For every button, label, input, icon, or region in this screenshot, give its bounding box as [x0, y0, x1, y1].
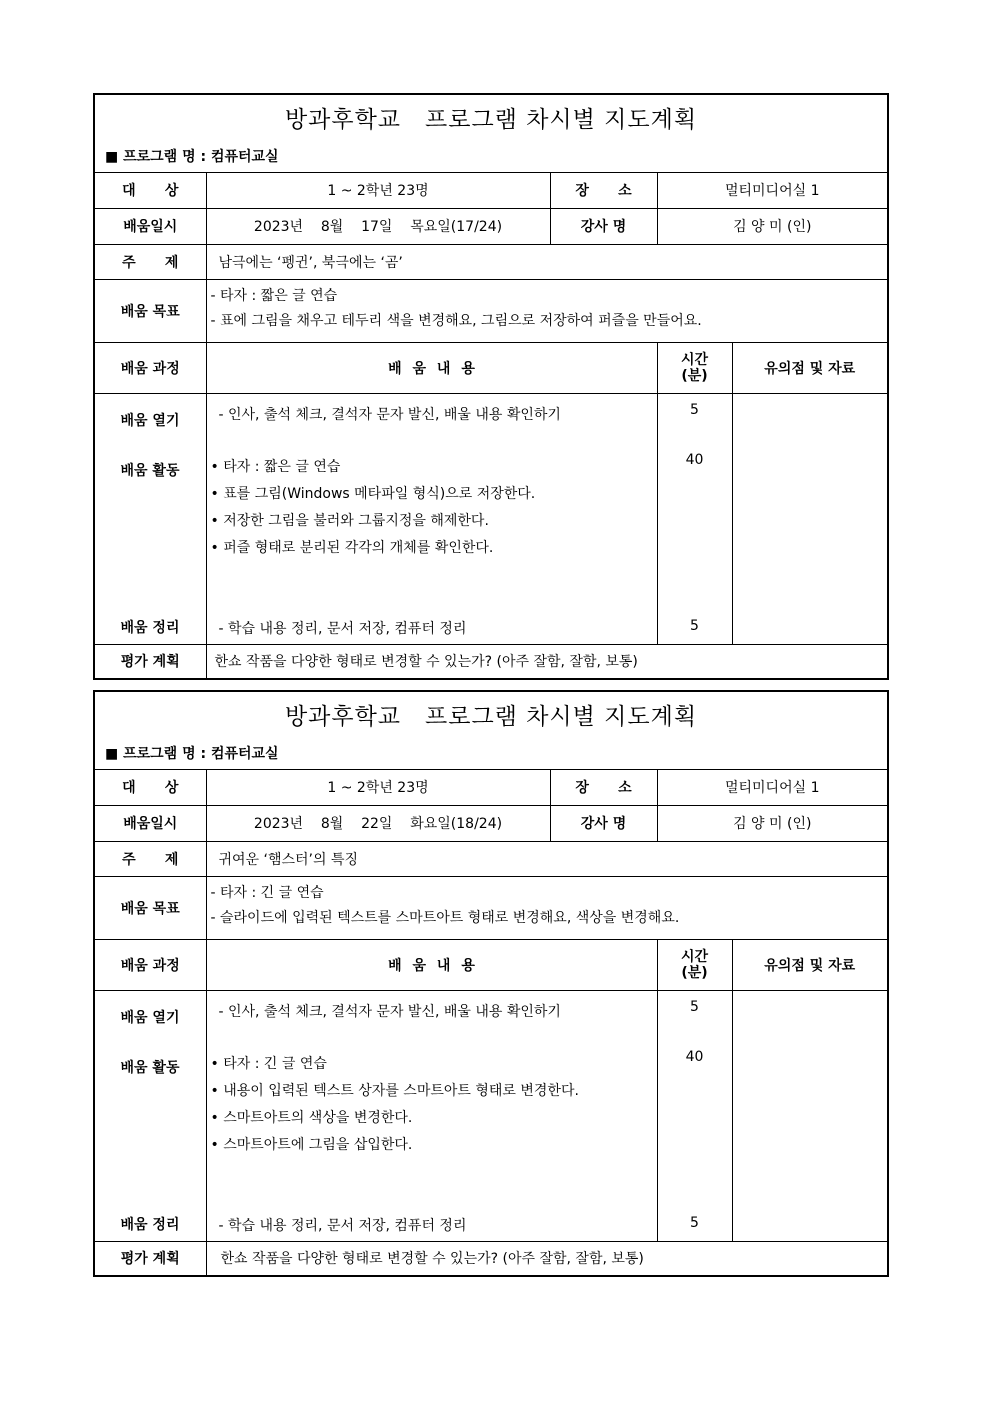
activity-item: • 타자 : 긴 글 연습: [210, 1055, 327, 1072]
goal-line-1: - 타자 : 짧은 글 연습: [210, 287, 338, 304]
stage-close: 배움 정리: [120, 619, 180, 636]
stage-activity: 배움 활동: [120, 462, 180, 479]
time-close: 5: [690, 1214, 699, 1231]
place-label: 장 소: [550, 770, 657, 805]
goal-value: [206, 279, 887, 342]
plan-table: [95, 770, 887, 1275]
target-label: 대 상: [95, 770, 206, 805]
date-label: 배움일시: [95, 208, 206, 244]
activity-item: • 타자 : 짧은 글 연습: [210, 458, 341, 475]
time-open: 5: [690, 998, 699, 1015]
place-label: 장 소: [550, 173, 657, 208]
plan-title: [95, 692, 887, 737]
goal-line-2: - 슬라이드에 입력된 텍스트를 스마트아트 형태로 변경해요, 색상을 변경해요.: [210, 909, 680, 926]
lesson-plan-1: [93, 93, 889, 680]
program-name: ■ 프로그램 명 : 컴퓨터교실: [95, 737, 887, 770]
place-value: 멀티미디어실 1: [657, 770, 887, 805]
content-header: 배 움 내 용: [206, 939, 657, 990]
time-close: 5: [690, 617, 699, 634]
goal-label: 배움 목표: [95, 279, 206, 342]
activity-list: [211, 1051, 579, 1159]
stage-activity: 배움 활동: [120, 1059, 180, 1076]
stage-column: [95, 393, 206, 644]
date-value: 2023년 8월 22일 화요일(18/24): [206, 805, 550, 841]
stage-open: 배움 열기: [120, 1009, 180, 1026]
eval-value: 한쇼 작품을 다양한 형태로 변경할 수 있는가? (아주 잘함, 잘함, 보통): [206, 1241, 887, 1275]
eval-label: 평가 계획: [95, 1241, 206, 1275]
goal-label: 배움 목표: [95, 876, 206, 939]
activity-item: • 스마트아트에 그림을 삽입한다.: [210, 1136, 413, 1153]
time-activity: 40: [685, 451, 704, 468]
time-open: 5: [690, 401, 699, 418]
activity-item: • 스마트아트의 색상을 변경한다.: [210, 1109, 413, 1126]
close-text: - 학습 내용 정리, 문서 저장, 컴퓨터 정리: [218, 1217, 467, 1234]
title-left: 방과후학교: [284, 107, 402, 133]
process-header: 배움 과정: [95, 939, 206, 990]
target-value: 1 ~ 2학년 23명: [206, 173, 550, 208]
notes-header: 유의점 및 자료: [732, 939, 887, 990]
eval-value: 한쇼 작품을 다양한 형태로 변경할 수 있는가? (아주 잘함, 잘함, 보통): [206, 644, 887, 678]
teacher-label: 강사 명: [550, 805, 657, 841]
plan-title: [95, 95, 887, 140]
open-text: - 인사, 출석 체크, 결석자 문자 발신, 배울 내용 확인하기: [218, 406, 561, 423]
topic-label: 주 제: [95, 244, 206, 279]
activity-item: • 표를 그림(Windows 메타파일 형식)으로 저장한다.: [210, 485, 536, 502]
stage-close: 배움 정리: [120, 1216, 180, 1233]
title-right: 프로그램 차시별 지도계획: [425, 704, 698, 730]
time-activity: 40: [685, 1048, 704, 1065]
notes-column: [732, 990, 887, 1241]
goal-value: [206, 876, 887, 939]
teacher-value: 김 양 미 (인): [657, 208, 887, 244]
activity-item: • 내용이 입력된 텍스트 상자를 스마트아트 형태로 변경한다.: [210, 1082, 579, 1099]
teacher-value: 김 양 미 (인): [657, 805, 887, 841]
topic-label: 주 제: [95, 841, 206, 876]
date-value: 2023년 8월 17일 목요일(17/24): [206, 208, 550, 244]
stage-column: [95, 990, 206, 1241]
title-right: 프로그램 차시별 지도계획: [425, 107, 698, 133]
place-value: 멀티미디어실 1: [657, 173, 887, 208]
target-label: 대 상: [95, 173, 206, 208]
content-column: [206, 393, 657, 644]
topic-value: 귀여운 ‘햄스터’의 특징: [206, 841, 887, 876]
content-header: 배 움 내 용: [206, 342, 657, 393]
notes-header: 유의점 및 자료: [732, 342, 887, 393]
plan-table: [95, 173, 887, 678]
goal-line-2: - 표에 그림을 채우고 테두리 색을 변경해요, 그림으로 저장하여 퍼즐을 만들어요.: [210, 312, 702, 329]
time-header: 시간 (분): [657, 342, 732, 393]
activity-item: • 저장한 그림을 불러와 그룹지정을 해제한다.: [210, 512, 489, 529]
activity-list: [211, 454, 536, 562]
teacher-label: 강사 명: [550, 208, 657, 244]
goal-line-1: - 타자 : 긴 글 연습: [210, 884, 324, 901]
time-column: [657, 393, 732, 644]
eval-label: 평가 계획: [95, 644, 206, 678]
program-name: ■ 프로그램 명 : 컴퓨터교실: [95, 140, 887, 173]
content-column: [206, 990, 657, 1241]
activity-item: • 퍼즐 형태로 분리된 각각의 개체를 확인한다.: [210, 539, 494, 556]
process-header: 배움 과정: [95, 342, 206, 393]
open-text: - 인사, 출석 체크, 결석자 문자 발신, 배울 내용 확인하기: [218, 1003, 561, 1020]
stage-open: 배움 열기: [120, 412, 180, 429]
date-label: 배움일시: [95, 805, 206, 841]
time-header: 시간 (분): [657, 939, 732, 990]
target-value: 1 ~ 2학년 23명: [206, 770, 550, 805]
notes-column: [732, 393, 887, 644]
lesson-plan-2: [93, 690, 889, 1277]
topic-value: 남극에는 ‘펭귄’, 북극에는 ‘곰’: [206, 244, 887, 279]
title-left: 방과후학교: [284, 704, 402, 730]
close-text: - 학습 내용 정리, 문서 저장, 컴퓨터 정리: [218, 620, 467, 637]
time-column: [657, 990, 732, 1241]
